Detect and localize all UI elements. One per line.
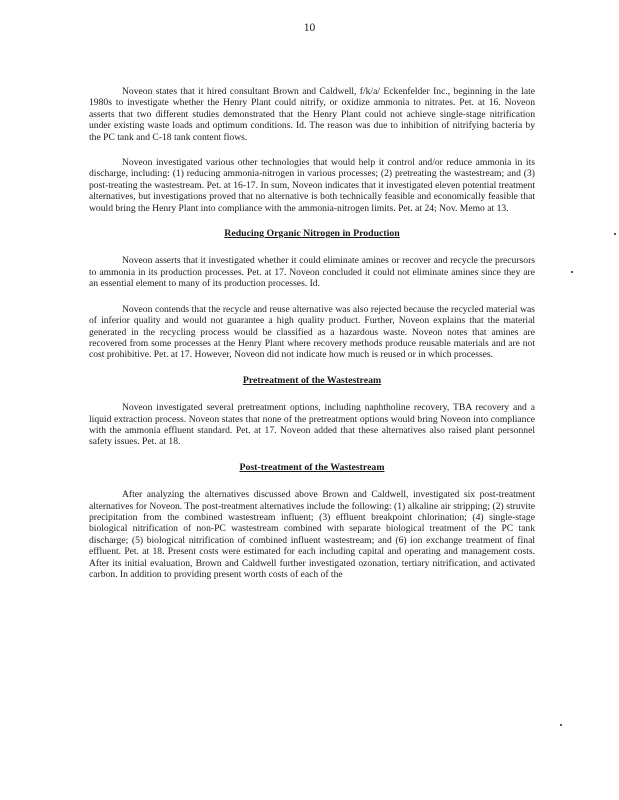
paragraph: Noveon asserts that it investigated whether it could eliminate amines or recover and recycle the precursors to ammonia in its production processes. Pet. at 17. Noveon concluded it could not eliminate amines since they are an essential element to many of its production processes. Id.: [89, 255, 535, 290]
document-body: [89, 86, 535, 594]
paragraph: After analyzing the alternatives discussed above Brown and Caldwell, investigated six post-treatment alternatives for Noveon. The post-treatment alternatives include the following: (1) alkaline air stripping; (2) struvite precipitation from the combined wastestream influent; (3) effluent breakpoint chlorination; (4) single-stage biological nitrification of non-PC wastestream combined with separate biological treatment of the PC tank discharge; (5) biological nitrification of combined influent wastestream; and (6) ion exchange treatment of final effluent. Pet. at 18. Present costs were estimated for each including capital and operating and management costs. After its initial evaluation, Brown and Caldwell further investigated ozonation, tertiary nitrification, and activated carbon. In addition to providing present worth costs of each of the: [89, 489, 535, 580]
paragraph: Noveon states that it hired consultant Brown and Caldwell, f/k/a/ Eckenfelder Inc., beginning in the late 1980s to investigate whether the Henry Plant could nitrify, or oxidize ammonia to nitrates. Pet. at 16. Noveon asserts that two different studies demonstrated that the Henry Plant could not achieve single-stage nitrification under existing waste loads and optimum conditions. Id. The reason was due to inhibition of nitrifying bacteria by the PC tank and C-18 tank content flows.: [89, 86, 535, 143]
paragraph: Noveon investigated various other technologies that would help it control and/or reduce ammonia in its discharge, including: (1) reducing ammonia-nitrogen in various processes; (2) pretreating the wastestream; and (3) post-treating the wastestream. Pet. at 16-17. In sum, Noveon indicates that it investigated eleven potential treatment alternatives, but investigations proved that no alternative is both technically feasible and economically feasible that would bring the Henry Plant into compliance with the ammonia-nitrogen limits. Pet. at 24; Nov. Memo at 13.: [89, 157, 535, 214]
paragraph: Noveon investigated several pretreatment options, including naphtholine recovery, TBA recovery and a liquid extraction process. Noveon states that none of the pretreatment options would bring Noveon into compliance with the ammonia effluent standard. Pet. at 17. Noveon added that these alternatives also raised plant personnel safety issues. Pet. at 18.: [89, 402, 535, 448]
scan-speck: [560, 724, 562, 726]
scan-speck: [614, 233, 616, 235]
scan-speck: [571, 271, 573, 273]
page-number: 10: [303, 22, 316, 34]
section-heading: Pretreatment of the Wastestream: [242, 374, 382, 386]
section-heading: Reducing Organic Nitrogen in Production: [224, 228, 400, 240]
paragraph: Noveon contends that the recycle and reuse alternative was also rejected because the recycled material was of inferior quality and would not guarantee a high quality product. Further, Noveon explains that the material generated in the recycling process would be classified as a hazardous waste. Noveon notes that amines are recovered from some processes at the Henry Plant where recovery methods produce reusable materials and are not cost prohibitive. Pet. at 17. However, Noveon did not indicate how much is reused or in which processes.: [89, 303, 535, 361]
section-heading: Post-treatment of the Wastestream: [239, 461, 385, 473]
